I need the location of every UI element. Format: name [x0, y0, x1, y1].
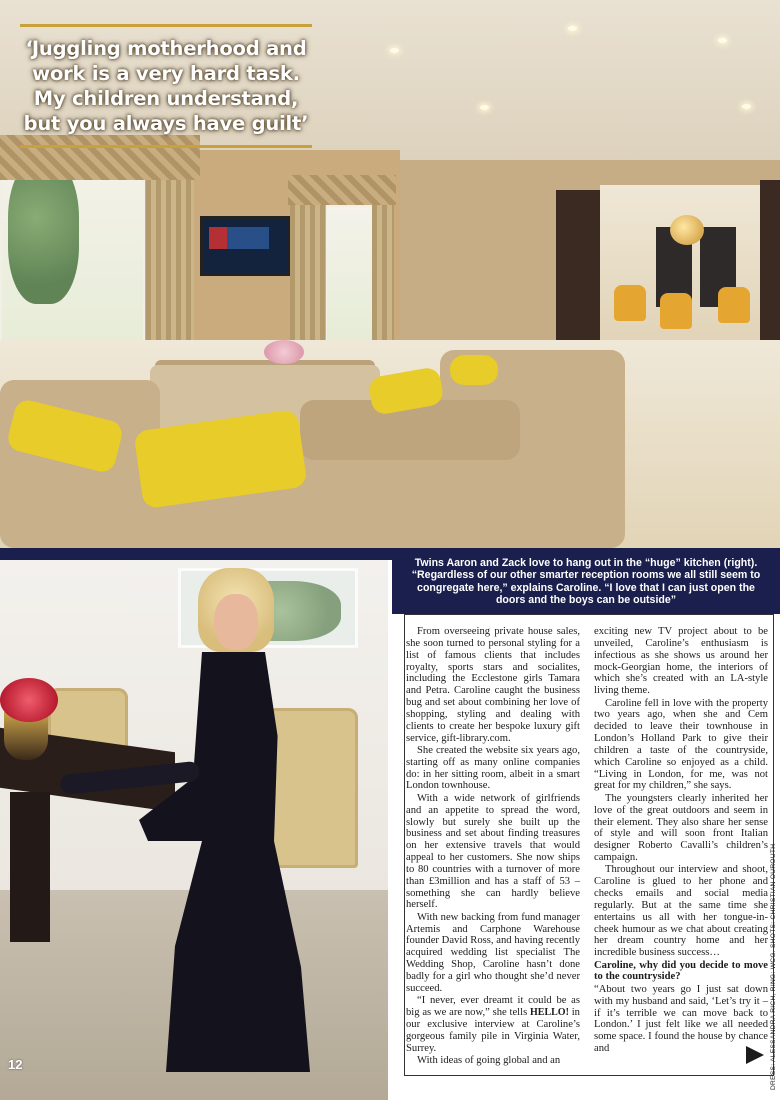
pendant-light	[670, 215, 704, 245]
article-column-left	[406, 626, 580, 1067]
paragraph: Throughout our interview and shoot, Caroline is glued to her phone and checks emails and social media regularly. But at the same time she entertains us all with her tongue-in-cheek humour as we chat about creating her dream country home and her incredible business success…	[594, 864, 768, 959]
window	[325, 205, 375, 345]
table-leg	[10, 792, 50, 942]
quote-text: “I never, ever dreamt it could be as big as we are now,” she tells	[406, 995, 580, 1018]
interview-question: Caroline, why did you decide to move to the countryside?	[594, 959, 768, 983]
curtain	[372, 205, 394, 345]
portrait-photo	[0, 560, 388, 1100]
living-room-photo	[0, 0, 780, 548]
dining-chair	[614, 285, 646, 321]
wall-tv	[200, 216, 290, 276]
ceiling-light	[568, 26, 577, 31]
paragraph: The youngsters clearly inherited her love of the great outdoors and seem in their element. They also share her sense of style and will soon front Italian designer Roberto Cavalli’s children’s campaign.	[594, 792, 768, 864]
ceiling-light	[480, 105, 489, 110]
photo-caption: Twins Aaron and Zack love to hang out in the “huge” kitchen (right). “Regardless of our other smarter reception rooms we all still seem to congregate here,” explains Caroline. “I love that I can just open the doors and the boys can be outside”	[411, 557, 761, 607]
yellow-cushion	[450, 355, 498, 385]
chair	[266, 708, 358, 868]
quote-text: in our exclusive interview at Caroline’s gorgeous family pile in Virginia Water, Surrey.	[406, 1007, 580, 1054]
paragraph: She created the website six years ago, starting off as many online companies do: in her sitting room, albeit in a smart London townhouse.	[406, 744, 580, 792]
paragraph: With ideas of going global and an	[417, 1054, 561, 1066]
hello-logo-text: HELLO!	[530, 1007, 569, 1018]
page-number: 12	[8, 1057, 23, 1072]
ceiling-light	[742, 104, 751, 109]
paragraph: exciting new TV project about to be unveiled, Caroline’s enthusiasm is infectious as she shows us around her mock-Georgian home, the interiors of which she’s created with an LA-style living theme.	[594, 626, 768, 697]
paragraph: With a wide network of girlfriends and an appetite to spread the word, slowly but surely she built up the business and set about finding treasures on her extensive travels that would appeal to her customers. She now ships to 80 countries with a turnover of more than £3million and has a staff of 53 – something she can hardly believe herself.	[406, 792, 580, 911]
photo-credits: DRESS: ALESSANDRA RICH, RING: WCG. SHOTS: CHRISTIAN OUROUTH	[770, 843, 777, 1090]
flower-arrangement	[264, 340, 304, 364]
paragraph: From overseeing private house sales, she soon turned to personal styling for a list of famous clients that includes royalty, sports stars and socialites, including the Ecclestone girls Tamara and Petra. Caroline caught the business bug and set about combining her love of shopping, styling and dealing with clients to create her bespoke luxury gift service, gift-library.com.	[406, 626, 580, 744]
continue-arrow-icon	[746, 1046, 764, 1064]
curtain-pelmet	[288, 175, 396, 205]
paragraph: Caroline fell in love with the property two years ago, when she and Cem decided to leave their townhouse in London’s Holland Park to give their children a taste of the countryside, which Caroline so enjoyed as a child. “Living in London, for me, was not great for my children,” she says.	[594, 697, 768, 792]
open-door	[556, 190, 601, 360]
face	[214, 594, 258, 650]
dining-room-view	[600, 185, 760, 360]
ceiling-light	[390, 48, 399, 53]
photo-caption-box	[392, 548, 780, 614]
pull-quote-text: ‘Juggling motherhood and work is a very hard task. My children understand, but you always have guilt’	[23, 37, 309, 135]
dining-chair	[718, 287, 750, 323]
paragraph	[406, 995, 580, 1054]
paragraph: With new backing from fund manager Artemis and Carphone Warehouse founder David Ross, and having recently acquired wedding list specialist The Wedding Shop, Caroline hasn’t done badly for a girl who thought she’d never succeed.	[406, 911, 580, 994]
dining-chair	[660, 293, 692, 329]
curtain	[290, 195, 326, 355]
french-window	[0, 150, 145, 360]
red-roses	[0, 678, 58, 722]
ceiling-light	[718, 38, 727, 43]
article-column-right	[594, 626, 768, 1055]
pull-quote	[20, 24, 312, 148]
interview-answer: “About two years go I just sat down with my husband and said, ‘Let’s try it – if it’s terrible we can move back to London.’ I just felt like we all needed some space. I found the house by chance and	[594, 983, 768, 1055]
